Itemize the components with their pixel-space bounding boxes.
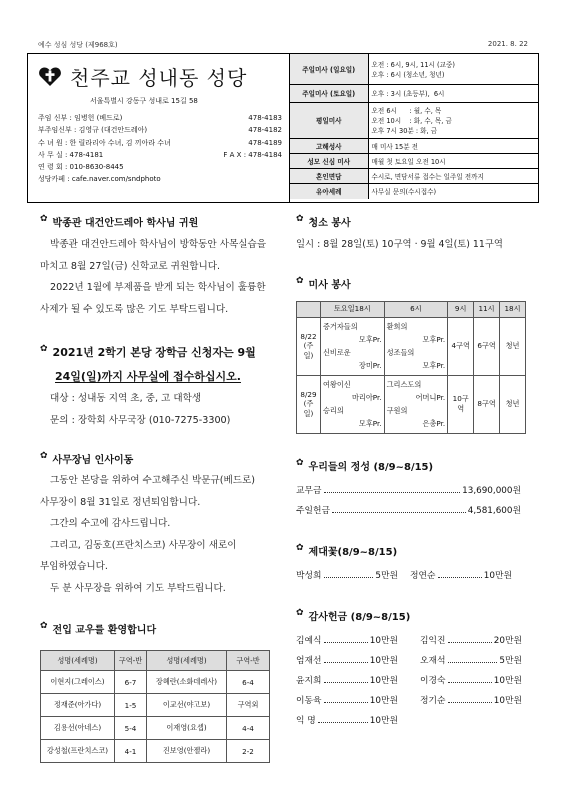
cleaning-title: 청소 봉사 bbox=[308, 218, 351, 229]
service-cell: 4구역 bbox=[448, 317, 474, 375]
amount-value: 10만원 bbox=[369, 655, 398, 666]
schedule-line: 오후 : 3시 (초등부), 6시 bbox=[371, 90, 445, 98]
table-cell: 4-1 bbox=[115, 740, 147, 763]
schedule-line: 수시로, 면담서류 접수는 일주일 전까지 bbox=[371, 172, 484, 181]
amount-label: 교무금 bbox=[296, 485, 322, 496]
section-title bbox=[296, 543, 526, 558]
schedule-value bbox=[368, 183, 538, 199]
flower-icon: ✿ bbox=[296, 214, 304, 224]
notice-seminarian-title: 박종관 대건안드레아 학사님 귀원 bbox=[52, 218, 199, 229]
team-line: 모후Pr. bbox=[422, 361, 446, 370]
amount-row bbox=[420, 691, 522, 711]
amount-value: 10만원 bbox=[369, 695, 398, 706]
text-line: 부임하였습니다. bbox=[40, 561, 108, 572]
amount-row bbox=[296, 631, 398, 651]
amount-label: 익 명 bbox=[296, 715, 316, 726]
schedule-row bbox=[290, 84, 538, 102]
altar-flower-section bbox=[296, 543, 526, 586]
amount-label: 주일헌금 bbox=[296, 505, 330, 516]
contact-row bbox=[38, 161, 282, 173]
contact-label: 주임 신부 : 임병헌 (베드로) bbox=[38, 114, 123, 122]
text-line: 사제가 될 수 있도록 많은 기도 부탁드립니다. bbox=[40, 303, 229, 315]
column-header: 성명(세례명) bbox=[147, 651, 227, 671]
schedule-value bbox=[368, 153, 538, 168]
table-cell: 정재준(아가다) bbox=[41, 694, 115, 717]
team-line: 여왕이신 bbox=[322, 380, 351, 389]
amount-value: 5만원 bbox=[375, 570, 398, 581]
amount-label: 오재석 bbox=[420, 655, 446, 666]
contact-label: 사 무 실 : 478-4181 bbox=[38, 150, 104, 159]
transfer-section bbox=[40, 621, 280, 763]
amount-row bbox=[296, 651, 398, 671]
dot-leader bbox=[448, 642, 492, 643]
section-title bbox=[40, 214, 280, 229]
mass-service-section bbox=[296, 276, 526, 434]
table-cell: 진보영(안젤라) bbox=[147, 740, 227, 763]
notice-personnel-title: 사무장님 인사이동 bbox=[52, 455, 134, 466]
flower-icon: ✿ bbox=[40, 344, 48, 354]
text-line: 사무장이 8월 31일로 정년퇴임합니다. bbox=[40, 496, 201, 508]
amount-label: 김익진 bbox=[420, 635, 446, 646]
column-header: 18시 bbox=[500, 301, 526, 317]
service-cell: 8구역 bbox=[474, 375, 500, 433]
section-title bbox=[40, 451, 280, 466]
offering-title: 우리들의 정성 (8/9~8/15) bbox=[308, 461, 434, 473]
dot-leader bbox=[324, 642, 368, 643]
schedule-value bbox=[368, 84, 538, 102]
schedule-label: 성모 신심 미사 bbox=[290, 153, 368, 168]
column-header: 구역-반 bbox=[115, 651, 147, 671]
schedule-label: 주일미사 (일요일) bbox=[290, 54, 368, 84]
dot-leader bbox=[448, 662, 498, 663]
contact-row bbox=[38, 149, 282, 161]
team-cell bbox=[320, 317, 384, 375]
dot-leader bbox=[448, 682, 492, 683]
section-title bbox=[296, 276, 526, 291]
team-line: 구원의 bbox=[386, 406, 408, 415]
table-cell: 장혜란(소화데레사) bbox=[147, 671, 227, 694]
schedule-line: 매 미사 15분 전 bbox=[371, 142, 419, 151]
amount-row bbox=[296, 691, 398, 711]
amount-value: 10만원 bbox=[493, 695, 522, 706]
contact-phone: 478-4183 bbox=[248, 114, 282, 122]
issue-date: 2021. 8. 22 bbox=[487, 40, 528, 48]
amount-value: 10만원 bbox=[369, 635, 398, 646]
service-cell: 청년 bbox=[500, 375, 526, 433]
notice-scholarship-body bbox=[40, 388, 280, 431]
text-line: 그간의 수고에 감사드립니다. bbox=[50, 518, 171, 529]
amount-value: 5만원 bbox=[499, 655, 522, 666]
schedule-line: 오전 : 6시, 9시, 11시 (교중) bbox=[371, 60, 455, 69]
team-line: 모후Pr. bbox=[422, 335, 446, 344]
schedule-row bbox=[290, 153, 538, 168]
dot-leader bbox=[324, 682, 368, 683]
schedule-value bbox=[368, 138, 538, 153]
dot-leader bbox=[332, 512, 466, 513]
service-cell: 6구역 bbox=[474, 317, 500, 375]
table-cell: 강성철(프란치스코) bbox=[41, 740, 115, 763]
notice-seminarian-body bbox=[40, 234, 280, 320]
amount-row bbox=[410, 566, 512, 586]
team-cell bbox=[384, 317, 448, 375]
text-line: 2022년 1월에 부제품을 받게 되는 학사님이 훌륭한 bbox=[50, 282, 266, 293]
date-line: 8/22 bbox=[300, 331, 317, 341]
table-row bbox=[41, 671, 270, 694]
church-info bbox=[28, 54, 290, 202]
dot-leader bbox=[324, 577, 374, 578]
amount-value: 13,690,000원 bbox=[462, 485, 521, 496]
schedule-row bbox=[290, 138, 538, 153]
schedule-value bbox=[368, 168, 538, 183]
amount-row bbox=[420, 651, 522, 671]
dot-leader bbox=[438, 577, 482, 578]
date-cell bbox=[297, 375, 321, 433]
team-line: 환희의 bbox=[386, 322, 408, 331]
thanks-row bbox=[296, 671, 526, 691]
cross-heart-logo-icon bbox=[38, 64, 62, 88]
notice-seminarian bbox=[40, 214, 280, 320]
amount-label: 이동육 bbox=[296, 695, 322, 706]
team-line: 증거자들의 bbox=[322, 322, 358, 331]
team-line: 모후Pr. bbox=[358, 335, 382, 344]
table-cell: 5-4 bbox=[115, 717, 147, 740]
amount-label: 김예식 bbox=[296, 635, 322, 646]
table-cell: 이현지(그레이스) bbox=[41, 671, 115, 694]
flower-icon: ✿ bbox=[296, 607, 304, 618]
thanks-row bbox=[296, 711, 526, 731]
contact-phone: F A X : 478-4184 bbox=[223, 150, 282, 159]
column-header bbox=[297, 301, 321, 317]
table-row bbox=[41, 717, 270, 740]
contact-label: 성당카페 : cafe.naver.com/sndphoto bbox=[38, 175, 161, 184]
section-title bbox=[40, 621, 280, 636]
notice-scholarship-title: 2021년 2학기 본당 장학금 신청자는 9월 bbox=[52, 346, 256, 359]
text-line: 그동안 본당을 위하여 수고해주신 박문규(베드로) bbox=[50, 475, 256, 486]
contact-label: 연 령 회 : 010-8630-8445 bbox=[38, 163, 124, 172]
team-line: 성조들의 bbox=[386, 348, 415, 357]
text-line: 그리고, 김동호(프란치스코) 사무장이 새로이 bbox=[50, 539, 237, 551]
team-cell bbox=[320, 375, 384, 433]
table-cell: 구역외 bbox=[227, 694, 270, 717]
section-title bbox=[40, 344, 280, 360]
team-line: 은총Pr. bbox=[422, 419, 446, 428]
church-title: 천주교 성내동 성당 bbox=[70, 66, 248, 90]
table-cell: 김용선(아네스) bbox=[41, 717, 115, 740]
bulletin-topline bbox=[38, 40, 528, 50]
date-line: 8/29 bbox=[300, 389, 317, 399]
section-title bbox=[296, 214, 526, 229]
contact-label: 수 녀 원 : 한 릴라리아 수녀, 김 끼아라 수녀 bbox=[38, 138, 171, 147]
mass-service-table bbox=[296, 301, 526, 434]
table-cell: 6-4 bbox=[227, 671, 270, 694]
amount-row bbox=[420, 671, 522, 691]
flower-icon: ✿ bbox=[296, 457, 304, 468]
amount-value: 4,581,600원 bbox=[467, 505, 521, 516]
amount-label: 엄재선 bbox=[296, 655, 322, 666]
contact-row bbox=[38, 137, 282, 149]
amount-label: 정연순 bbox=[410, 570, 436, 581]
notice-personnel-body bbox=[40, 470, 280, 599]
altar-flower-title: 제대꽃(8/9~8/15) bbox=[308, 546, 398, 558]
schedule-line: 매월 첫 토요일 오전 10시 bbox=[371, 157, 446, 166]
date-line: (주일) bbox=[303, 398, 314, 418]
bulletin-header bbox=[27, 53, 539, 203]
team-line: 모후Pr. bbox=[358, 419, 382, 428]
schedule-line: 오전 6시 : 월, 수, 목 bbox=[371, 107, 442, 115]
team-line: 신비로운 bbox=[322, 348, 351, 357]
column-header: 구역-반 bbox=[227, 651, 270, 671]
contact-list bbox=[38, 112, 282, 186]
left-column bbox=[40, 210, 280, 763]
schedule-label: 혼인면담 bbox=[290, 168, 368, 183]
amount-row bbox=[296, 711, 398, 731]
table-cell: 2-2 bbox=[227, 740, 270, 763]
column-header: 성명(세례명) bbox=[41, 651, 115, 671]
amount-label: 윤지희 bbox=[296, 675, 322, 686]
offering-section bbox=[296, 458, 526, 521]
amount-row bbox=[296, 566, 398, 586]
text-line: 박종관 대건안드레아 학사님이 방학동안 사목실습을 bbox=[50, 239, 267, 250]
column-header: 6시 bbox=[384, 301, 448, 317]
amount-row bbox=[296, 501, 521, 521]
table-cell: 4-4 bbox=[227, 717, 270, 740]
contact-row bbox=[38, 173, 282, 185]
flower-icon: ✿ bbox=[40, 621, 48, 631]
team-line: 어머니Pr. bbox=[415, 393, 446, 402]
altar-flower-list bbox=[296, 566, 526, 586]
column-header: 9시 bbox=[448, 301, 474, 317]
amount-value: 10만원 bbox=[369, 715, 398, 726]
offering-list bbox=[296, 481, 526, 521]
team-line: 마리아Pr. bbox=[351, 393, 382, 402]
amount-label: 정기순 bbox=[420, 695, 446, 706]
schedule-label: 평일미사 bbox=[290, 102, 368, 138]
cleaning-text: 일시 : 8월 28일(토) 10구역 · 9월 4일(토) 11구역 bbox=[296, 239, 503, 250]
notice-personnel bbox=[40, 451, 280, 599]
date-cell bbox=[297, 317, 321, 375]
amount-value: 20만원 bbox=[493, 635, 522, 646]
amount-row bbox=[420, 631, 522, 651]
table-cell: 6-7 bbox=[115, 671, 147, 694]
amount-value: 10만원 bbox=[369, 675, 398, 686]
amount-label: 박성희 bbox=[296, 570, 322, 581]
schedule-label: 유아세례 bbox=[290, 183, 368, 199]
table-row bbox=[41, 740, 270, 763]
thanks-row bbox=[296, 651, 526, 671]
text-line: 문의 : 장학회 사무국장 (010-7275-3300) bbox=[50, 414, 231, 426]
service-cell: 청년 bbox=[500, 317, 526, 375]
schedule-row bbox=[290, 102, 538, 138]
dot-leader bbox=[448, 702, 492, 703]
schedule-row bbox=[290, 54, 538, 84]
table-row bbox=[41, 694, 270, 717]
column-header: 토요일18시 bbox=[320, 301, 384, 317]
table-cell: 이재영(요셉) bbox=[147, 717, 227, 740]
schedule-value bbox=[368, 54, 538, 84]
text-line: 대상 : 성내동 지역 초, 중, 고 대학생 bbox=[50, 393, 202, 404]
schedule-row bbox=[290, 168, 538, 183]
schedule-line: 오후 : 6시 (청소년, 청년) bbox=[371, 70, 445, 79]
amount-value: 10만원 bbox=[483, 570, 512, 581]
thanks-row bbox=[296, 691, 526, 711]
schedule-line: 오후 7시 30분 : 화, 금 bbox=[371, 127, 438, 135]
church-address: 서울특별시 강동구 성내로 15길 58 bbox=[90, 97, 198, 105]
text-line: 두 분 사무장을 위하여 기도 부탁드립니다. bbox=[50, 582, 226, 594]
amount-row bbox=[296, 481, 521, 501]
schedule-line: 사무실 문의(수시접수) bbox=[371, 188, 437, 197]
cleaning-section bbox=[296, 214, 526, 256]
table-cell: 이교선(야고보) bbox=[147, 694, 227, 717]
notice-scholarship-title-line2: 24일(일)까지 사무실에 접수하십시오. bbox=[55, 370, 241, 383]
contact-row bbox=[38, 124, 282, 136]
team-cell bbox=[384, 375, 448, 433]
flower-icon: ✿ bbox=[40, 451, 48, 461]
schedule-row bbox=[290, 183, 538, 199]
contact-phone: 478-4182 bbox=[248, 126, 282, 135]
altar-row bbox=[296, 566, 526, 586]
schedule-label: 고해성사 bbox=[290, 138, 368, 153]
mass-schedule-table bbox=[290, 54, 538, 199]
service-cell: 10구역 bbox=[448, 375, 474, 433]
amount-value: 10만원 bbox=[493, 675, 522, 686]
thanks-offering-section bbox=[296, 608, 526, 731]
contact-phone: 478-4189 bbox=[248, 138, 282, 147]
issue-label: 예수 성심 성당 (제968호) bbox=[38, 41, 118, 49]
amount-label: 이경숙 bbox=[420, 675, 446, 686]
notice-scholarship bbox=[40, 344, 280, 431]
right-column bbox=[296, 210, 526, 731]
table-row bbox=[297, 375, 526, 433]
schedule-label: 주일미사 (토요일) bbox=[290, 84, 368, 102]
date-line: (주일) bbox=[303, 340, 314, 360]
team-line: 승리의 bbox=[322, 406, 344, 415]
contact-row bbox=[38, 112, 282, 124]
mass-service-title: 미사 봉사 bbox=[308, 279, 351, 291]
section-title bbox=[296, 608, 526, 623]
table-cell: 1-5 bbox=[115, 694, 147, 717]
flower-icon: ✿ bbox=[296, 542, 304, 553]
dot-leader bbox=[324, 662, 368, 663]
dot-leader bbox=[324, 492, 461, 493]
thanks-offering-title: 감사헌금 (8/9~8/15) bbox=[308, 611, 411, 623]
contact-label: 부주임신부 : 김영규 (대건안드레아) bbox=[38, 126, 148, 135]
transfer-title: 전입 교우를 환영합니다 bbox=[52, 625, 157, 636]
section-title bbox=[296, 458, 526, 473]
dot-leader bbox=[318, 722, 368, 723]
thanks-offering-list bbox=[296, 631, 526, 731]
transfer-table bbox=[40, 650, 270, 763]
table-row bbox=[297, 317, 526, 375]
thanks-row bbox=[296, 631, 526, 651]
text-line: 마치고 8월 27일(금) 신학교로 귀원합니다. bbox=[40, 260, 221, 272]
mass-schedule bbox=[290, 54, 538, 202]
schedule-value bbox=[368, 102, 538, 138]
team-line: 그리스도의 bbox=[386, 380, 422, 389]
team-line: 장미Pr. bbox=[358, 361, 382, 370]
flower-icon: ✿ bbox=[40, 214, 48, 224]
schedule-line: 오전 10시 : 화, 수, 목, 금 bbox=[371, 117, 452, 125]
dot-leader bbox=[324, 702, 368, 703]
column-header: 11시 bbox=[474, 301, 500, 317]
amount-row bbox=[296, 671, 398, 691]
flower-icon: ✿ bbox=[296, 275, 304, 286]
